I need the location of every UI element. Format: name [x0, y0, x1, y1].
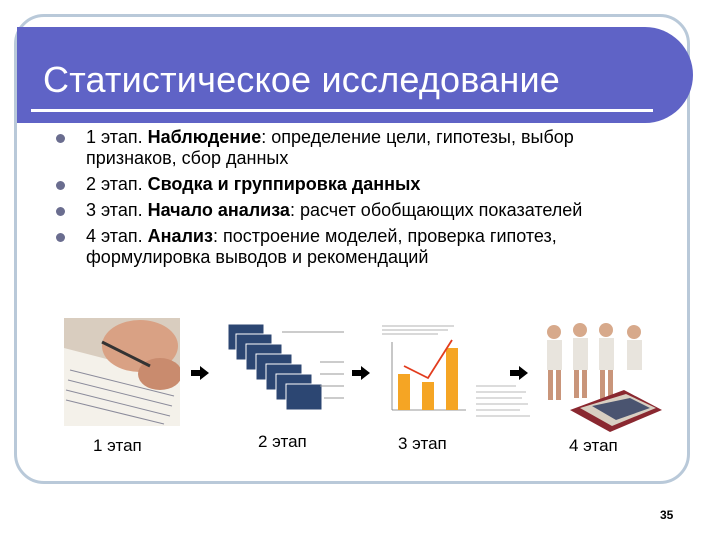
models-and-documents-photo: [540, 318, 664, 434]
bullet-icon: [56, 181, 65, 190]
stage-label: 1 этап: [93, 436, 142, 455]
stage-list: [54, 127, 664, 273]
list-item: 3 этап. Начало анализа: расчет обобщающих показателей: [54, 200, 664, 221]
list-item: 2 этап. Сводка и группировка данных: [54, 174, 664, 195]
data-sheets-stack: [220, 322, 348, 418]
handwriting-photo: [64, 318, 180, 426]
arrow-right-icon: [191, 366, 209, 380]
title-bar: [17, 27, 693, 123]
list-item: 1 этап. Наблюдение: определение цели, гипотезы, выбор признаков, сбор данных: [54, 127, 664, 169]
page-number: 35: [660, 508, 674, 522]
arrow-right-icon: [352, 366, 370, 380]
bullet-icon: [56, 134, 65, 143]
bar-line-chart-thumbnail: [378, 322, 470, 418]
slide-title: Статистическое исследование: [43, 59, 561, 100]
title-underline: [31, 109, 653, 112]
stage-label: 3 этап: [398, 434, 447, 453]
stage-label: 4 этап: [569, 436, 618, 455]
bullet-icon: [56, 233, 65, 242]
stage-label: 2 этап: [258, 432, 307, 451]
arrow-right-icon: [510, 366, 528, 380]
bullet-icon: [56, 207, 65, 216]
chart-legend-notes: [476, 382, 532, 422]
list-item: 4 этап. Анализ: построение моделей, проверка гипотез, формулировка выводов и рекомендаций: [54, 226, 664, 268]
